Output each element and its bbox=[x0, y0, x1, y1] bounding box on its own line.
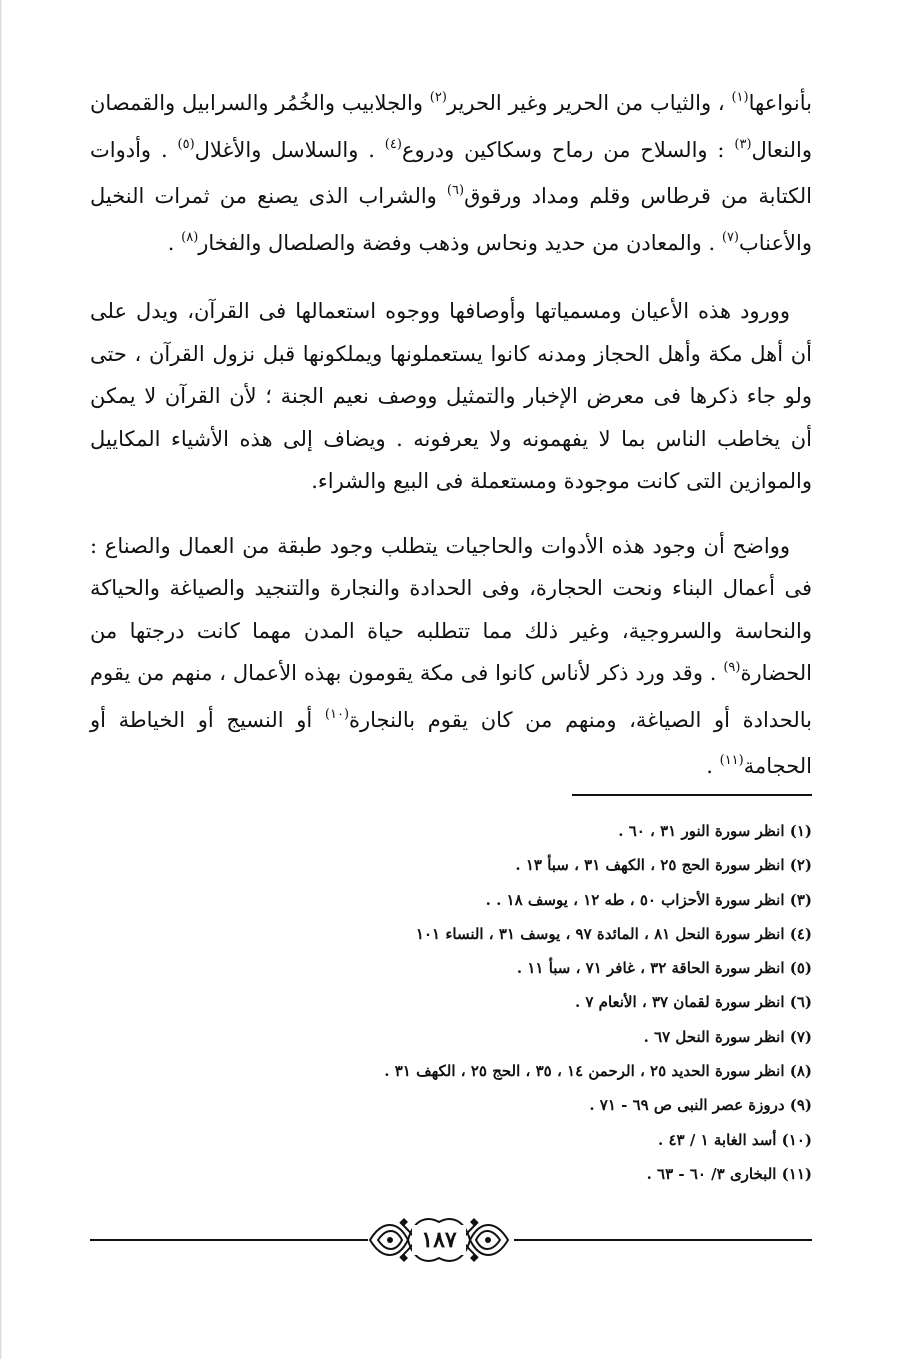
footnote-marker: (١) bbox=[731, 90, 749, 105]
footnote-6: (٦) انظر سورة لقمان ٣٧ ، الأنعام ٧ . bbox=[574, 993, 812, 1012]
text-run: والجلابيب والخُمُر والسرابيل والقمصان والنعال bbox=[90, 91, 813, 162]
page-edge-shadow bbox=[0, 0, 2, 1359]
text-run: وواضح أن وجود هذه الأدوات والحاجيات يتطلب وجود طبقة من العمال والصناع : فى أعمال البناء ونحت الحجارة، وفى الحدادة والنجارة والتنجيد والصياغة والحياكة والنحاسة والسروجية، وغير ذلك مما تتطلبه حياة المدن مهما كانت درجتها من الحضارة bbox=[90, 533, 812, 685]
footnote-marker: (٦) bbox=[446, 183, 465, 198]
footnote-4: (٤) انظر سورة النحل ٨١ ، المائدة ٩٧ ، يوسف ٣١ ، النساء ١٠١ bbox=[415, 924, 812, 943]
paragraph-2 bbox=[90, 290, 812, 503]
footnote-marker: (١٠) bbox=[324, 706, 350, 722]
footnote-separator bbox=[572, 794, 812, 796]
page-number: ١٨٧ bbox=[412, 1225, 466, 1255]
text-run: والشراب الذى يصنع من ثمرات النخيل والأعناب bbox=[90, 184, 812, 255]
footnotes bbox=[90, 814, 812, 1191]
footnote-7: (٧) انظر سورة النحل ٦٧ . bbox=[643, 1027, 812, 1046]
footnote-marker: (١١) bbox=[719, 753, 744, 768]
paragraph-3 bbox=[90, 525, 812, 792]
footnote-8: (٨) انظر سورة الحديد ٢٥ ، الرحمن ١٤ ، ٣٥ ، الحج ٢٥ ، الكهف ٣١ . bbox=[384, 1062, 812, 1081]
text-run: . وأدوات الكتابة من قرطاس وقلم ومداد ورقوق bbox=[90, 137, 812, 208]
main-text bbox=[90, 82, 812, 814]
footer-rule-left bbox=[90, 1239, 368, 1241]
text-run: بأنواعها bbox=[748, 91, 812, 115]
text-run: : والسلاح من رماح وسكاكين ودروع bbox=[401, 137, 735, 162]
footnote-3: (٣) انظر سورة الأحزاب ٥٠ ، طه ١٢ ، يوسف ١٨ . . bbox=[485, 890, 812, 909]
footnote-marker: (٨) bbox=[181, 229, 199, 245]
text-run: وورود هذه الأعيان ومسمياتها وأوصافها ووجوه استعمالها فى القرآن، ويدل على أن أهل مكة وأهل الحجاز ومدنه كانوا يستعملونها ويملكونها قبل نزول القرآن ، حتى ولو جاء ذكرها فى معرض الإخبار والتمثيل ووصف نعيم الجنة ؛ لأن القرآن لا يمكن أن يخاطب الناس بما لا يفهمونه ولا يعرفونه . ويضاف إلى هذه الأشياء المكاييل والموازين التى كانت موجودة ومستعملة فى البيع والشراء. bbox=[90, 299, 812, 493]
text-run: . وقد ورد ذكر لأناس كانوا فى مكة يقومون بهذه الأعمال ، منهم من يقوم بالحدادة أو الصياغة، ومنهم من كان يقوم بالنجارة bbox=[90, 661, 812, 732]
footnote-10: (١٠) أسد الغابة ١ / ٤٣ . bbox=[658, 1130, 812, 1149]
footer-rule-right bbox=[514, 1239, 812, 1241]
text-run: ، والثياب من الحرير وغير الحرير bbox=[446, 91, 732, 115]
footnote-5: (٥) انظر سورة الحاقة ٣٢ ، غافر ٧١ ، سبأ ١١ . bbox=[516, 959, 812, 978]
text-run: أو النسيج أو الخياطة أو الحجامة bbox=[90, 707, 812, 778]
footnote-marker: (٤) bbox=[384, 136, 402, 152]
page-footer bbox=[90, 1212, 812, 1268]
text-run: . bbox=[706, 754, 720, 778]
text-run: . والسلاسل والأغلال bbox=[194, 137, 385, 162]
footnote-marker: (٩) bbox=[723, 660, 741, 675]
footnote-marker: (٥) bbox=[177, 136, 195, 152]
footnote-11: (١١) البخارى ٣/ ٦٠ - ٦٣ . bbox=[646, 1164, 812, 1183]
footnote-1: (١) انظر سورة النور ٣١ ، ٦٠ . bbox=[618, 822, 812, 840]
text-run: . والمعادن من حديد ونحاس وذهب وفضة والصلصال والفخار bbox=[198, 230, 722, 255]
footnote-marker: (٢) bbox=[429, 90, 447, 105]
footnote-2: (٢) انظر سورة الحج ٢٥ ، الكهف ٣١ ، سبأ ١٣ . bbox=[515, 856, 812, 875]
paragraph-1 bbox=[90, 82, 812, 268]
text-run: . bbox=[167, 230, 182, 255]
footnote-marker: (٧) bbox=[721, 229, 739, 245]
footnote-marker: (٣) bbox=[734, 136, 752, 152]
footnote-9: (٩) دروزة عصر النبى ص ٦٩ - ٧١ . bbox=[589, 1096, 812, 1115]
